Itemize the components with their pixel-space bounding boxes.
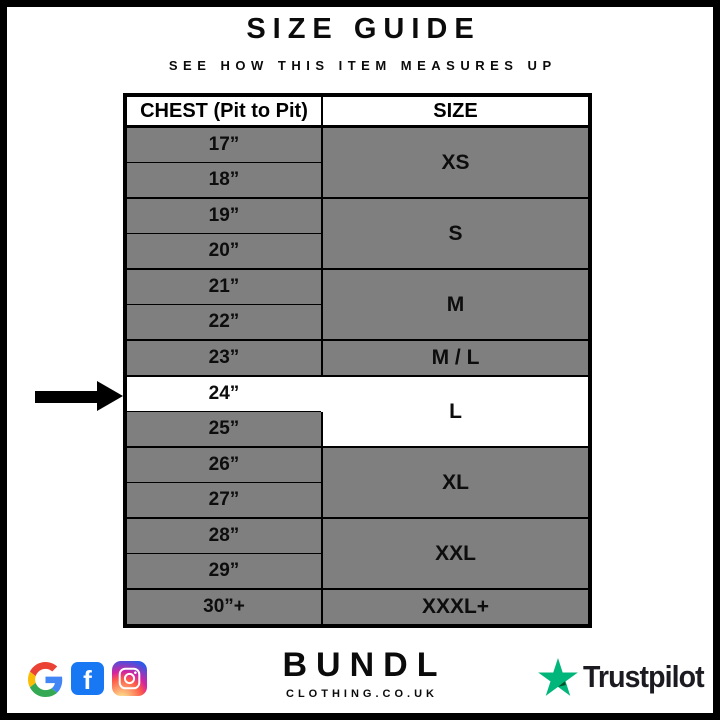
chest-cell: 27” bbox=[125, 483, 322, 519]
size-cell: XXXL+ bbox=[322, 589, 590, 626]
chest-cell: 20” bbox=[125, 234, 322, 270]
size-cell: M / L bbox=[322, 340, 590, 376]
table-row bbox=[125, 269, 590, 305]
table-row bbox=[125, 127, 590, 163]
trustpilot-star-icon bbox=[538, 658, 578, 696]
chest-cell: 25” bbox=[125, 412, 322, 448]
size-cell: XXL bbox=[322, 518, 590, 589]
trustpilot-label: Trustpilot bbox=[583, 659, 704, 694]
brand-domain: CLOTHING.CO.UK bbox=[286, 688, 438, 700]
chest-cell: 26” bbox=[125, 447, 322, 483]
chest-cell: 29” bbox=[125, 554, 322, 590]
chest-cell: 28” bbox=[125, 518, 322, 554]
chest-cell: 21” bbox=[125, 269, 322, 305]
table-row bbox=[125, 198, 590, 234]
table-row bbox=[125, 518, 590, 554]
chest-cell: 22” bbox=[125, 305, 322, 341]
highlight-arrow-icon bbox=[35, 381, 123, 412]
chest-cell: 30”+ bbox=[125, 589, 322, 626]
chest-column-header: CHEST (Pit to Pit) bbox=[125, 95, 322, 127]
trustpilot-logo bbox=[538, 658, 714, 696]
table-header bbox=[125, 95, 590, 127]
size-cell: M bbox=[322, 269, 590, 340]
table-row bbox=[125, 340, 590, 376]
size-cell: XS bbox=[322, 127, 590, 199]
arrow-shaft bbox=[35, 391, 98, 403]
chest-cell: 17” bbox=[125, 127, 322, 163]
size-cell: XL bbox=[322, 447, 590, 518]
facebook-icon: f bbox=[71, 662, 104, 695]
table-row bbox=[125, 376, 590, 412]
size-cell: S bbox=[322, 198, 590, 269]
size-guide-table bbox=[123, 93, 592, 628]
size-table-body bbox=[125, 127, 590, 627]
chest-cell: 18” bbox=[125, 163, 322, 199]
chest-cell: 24” bbox=[125, 376, 322, 412]
brand-name: BUNDL bbox=[282, 646, 447, 684]
size-cell: L bbox=[322, 376, 590, 447]
size-column-header: SIZE bbox=[322, 95, 590, 127]
table-row bbox=[125, 589, 590, 626]
chest-cell: 23” bbox=[125, 340, 322, 376]
header-row bbox=[125, 95, 590, 127]
table-row bbox=[125, 447, 590, 483]
chest-cell: 19” bbox=[125, 198, 322, 234]
page-subtitle: SEE HOW THIS ITEM MEASURES UP bbox=[168, 58, 557, 73]
page-title: SIZE GUIDE bbox=[246, 13, 481, 45]
arrow-head bbox=[97, 381, 123, 411]
